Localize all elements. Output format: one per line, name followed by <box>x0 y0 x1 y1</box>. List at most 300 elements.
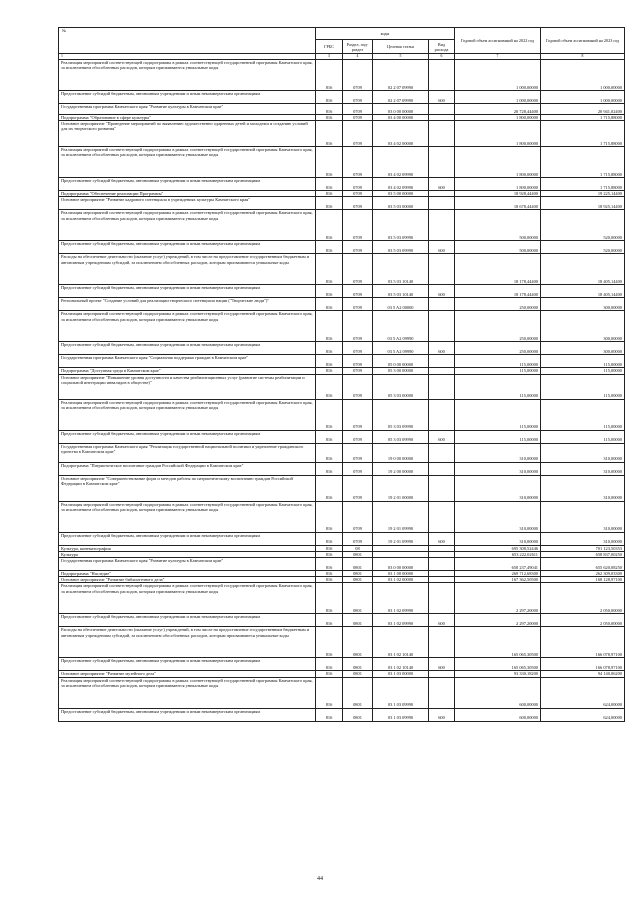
cell-amount-2023: 115,00000 <box>541 374 625 399</box>
cell-razdel: 0709 <box>343 254 373 285</box>
cell-amount-2023: 310,00000 <box>541 501 625 532</box>
cell-target-article: 19 2 01 09990 <box>373 532 429 545</box>
table-row <box>59 374 625 399</box>
cell-amount-2023: 1 715,88000 <box>541 121 625 147</box>
cell-expense-type: 600 <box>429 342 455 355</box>
cell-amount-2022: 2 297,20000 <box>455 583 541 614</box>
cell-amount-2022: 500,00000 <box>455 210 541 241</box>
cell-grbs: 816 <box>316 115 343 121</box>
cell-grbs: 816 <box>316 298 343 311</box>
cell-grbs: 816 <box>316 551 343 557</box>
cell-amount-2023: 168 128,97100 <box>541 577 625 583</box>
cell-expense-type <box>429 475 455 501</box>
cell-target-article: 02 2 07 09990 <box>373 91 429 104</box>
cell-target-article: 03 1 02 00000 <box>373 577 429 583</box>
cell-name: Предоставление субсидий бюджетным, автономным учреждениям и иным некоммерческим организациям <box>59 430 316 443</box>
cell-name: Основное мероприятие "Развитие музейного дела" <box>59 671 316 677</box>
cell-grbs: 816 <box>316 60 343 91</box>
cell-amount-2022: 600,00000 <box>455 708 541 721</box>
cell-target-article: 03 1 03 09990 <box>373 708 429 721</box>
cell-expense-type: 600 <box>429 178 455 191</box>
cell-amount-2022: 310,00000 <box>455 443 541 462</box>
cell-amount-2023: 2 050,00000 <box>541 583 625 614</box>
column-number: 5 <box>373 54 429 60</box>
cell-target-article: 19 2 01 00000 <box>373 475 429 501</box>
cell-name: Реализация мероприятий соответствующей подпрограммы в рамках соответствующей государственной программы Камчатского края, за исключением обособленных расходов, которым присваиваются уникальные коды <box>59 210 316 241</box>
column-number: 3 <box>316 54 343 60</box>
cell-amount-2022: 20 728,44400 <box>455 104 541 115</box>
cell-name: Основное мероприятие "Проведение мероприятий по выявлению художественно одаренных детей и молодежи и созданию условий для их творческого развития" <box>59 121 316 147</box>
cell-grbs: 816 <box>316 285 343 298</box>
table-row <box>59 60 625 91</box>
header-target-article: Целевая статья <box>373 40 429 54</box>
cell-grbs: 816 <box>316 658 343 671</box>
cell-name: Культура, кинематография <box>59 545 316 551</box>
table-row <box>59 462 625 475</box>
cell-amount-2022: 115,00000 <box>455 374 541 399</box>
cell-razdel: 0709 <box>343 342 373 355</box>
cell-target-article: 03 4 02 09990 <box>373 178 429 191</box>
cell-target-article: 03 5 A2 09990 <box>373 342 429 355</box>
cell-amount-2022: 1 000,00000 <box>455 60 541 91</box>
cell-razdel: 0709 <box>343 501 373 532</box>
cell-grbs: 816 <box>316 614 343 627</box>
cell-razdel: 0709 <box>343 115 373 121</box>
cell-name: Предоставление субсидий бюджетным, автономным учреждениям и иным некоммерческим организациям <box>59 178 316 191</box>
cell-amount-2022: 115,00000 <box>455 399 541 430</box>
cell-amount-2023: 624,00000 <box>541 708 625 721</box>
cell-expense-type: 600 <box>429 91 455 104</box>
cell-amount-2023: 166 078,97100 <box>541 658 625 671</box>
cell-expense-type <box>429 254 455 285</box>
cell-expense-type <box>429 583 455 614</box>
table-row <box>59 197 625 210</box>
cell-expense-type <box>429 677 455 708</box>
cell-amount-2022: 165 065,30500 <box>455 627 541 658</box>
page-number: 44 <box>317 876 323 882</box>
header-codes: коды <box>316 28 455 40</box>
cell-expense-type <box>429 210 455 241</box>
cell-amount-2023: 18 405,14400 <box>541 285 625 298</box>
cell-target-article: 02 2 07 09990 <box>373 60 429 91</box>
cell-grbs: 816 <box>316 532 343 545</box>
cell-name: Основное мероприятие "Повышение уровня доступности и качества реабилитационных услуг (развитие системы реабилитации и социальной интеграции инвалидов в обществе)" <box>59 374 316 399</box>
cell-target-article: 03 1 02 10140 <box>373 627 429 658</box>
cell-name: Основное мероприятие "Совершенствование форм и методов работы по патриотическому воспитанию граждан Российской Федерации в Камчатском крае" <box>59 475 316 501</box>
cell-amount-2023: 94 140,06200 <box>541 671 625 677</box>
cell-grbs: 816 <box>316 241 343 254</box>
cell-name: Реализация мероприятий соответствующей подпрограммы в рамках соответствующей государственной программы Камчатского края, за исключением обособленных расходов, которым присваиваются уникальные коды <box>59 311 316 342</box>
cell-amount-2023: 300,00000 <box>541 298 625 311</box>
cell-amount-2023: 300,00000 <box>541 311 625 342</box>
cell-amount-2022: 18 178,44400 <box>455 285 541 298</box>
cell-amount-2022: 250,00000 <box>455 311 541 342</box>
cell-razdel: 0801 <box>343 614 373 627</box>
cell-razdel: 0709 <box>343 355 373 368</box>
table-row <box>59 558 625 571</box>
cell-razdel: 0709 <box>343 462 373 475</box>
cell-razdel: 08 <box>343 545 373 551</box>
table-row <box>59 475 625 501</box>
table-row <box>59 583 625 614</box>
header-razdel: Раздел, под-раздел <box>343 40 373 54</box>
cell-amount-2023: 300,00000 <box>541 342 625 355</box>
cell-grbs: 816 <box>316 558 343 571</box>
cell-expense-type <box>429 60 455 91</box>
cell-grbs: 816 <box>316 178 343 191</box>
cell-grbs: 816 <box>316 583 343 614</box>
cell-target-article: 19 0 00 00000 <box>373 443 429 462</box>
cell-name: Реализация мероприятий соответствующей подпрограммы в рамках соответствующей государственной программы Камчатского края, за исключением обособленных расходов, которым присваиваются уникальные коды <box>59 677 316 708</box>
cell-amount-2022: 18 928,44400 <box>455 191 541 197</box>
cell-amount-2022: 1 800,00000 <box>455 147 541 178</box>
table-row <box>59 399 625 430</box>
cell-razdel: 0709 <box>343 210 373 241</box>
cell-amount-2022: 1 800,00000 <box>455 115 541 121</box>
cell-amount-2023: 310,00000 <box>541 443 625 462</box>
cell-target-article: 05 3 03 09990 <box>373 430 429 443</box>
table-row <box>59 91 625 104</box>
cell-amount-2023: 1 715,88000 <box>541 115 625 121</box>
cell-expense-type <box>429 298 455 311</box>
cell-expense-type <box>429 311 455 342</box>
cell-razdel: 0801 <box>343 671 373 677</box>
cell-razdel: 0801 <box>343 658 373 671</box>
cell-target-article: 19 2 01 09990 <box>373 501 429 532</box>
table-row <box>59 210 625 241</box>
table-row <box>59 121 625 147</box>
cell-target-article: 19 2 00 00000 <box>373 462 429 475</box>
cell-razdel: 0801 <box>343 558 373 571</box>
cell-razdel: 0801 <box>343 708 373 721</box>
cell-target-article: 03 1 03 00000 <box>373 671 429 677</box>
cell-amount-2023: 19 225,14400 <box>541 191 625 197</box>
table-row <box>59 285 625 298</box>
column-number: 7 <box>455 54 541 60</box>
cell-amount-2023: 20 941,02400 <box>541 104 625 115</box>
cell-razdel: 0709 <box>343 104 373 115</box>
header-row-1 <box>59 28 625 40</box>
cell-amount-2023: 520,00000 <box>541 210 625 241</box>
cell-expense-type <box>429 147 455 178</box>
cell-name: Предоставление субсидий бюджетным, автономным учреждениям и иным некоммерческим организациям <box>59 285 316 298</box>
cell-amount-2022: 695 308,52446 <box>455 545 541 551</box>
cell-amount-2022: 310,00000 <box>455 501 541 532</box>
cell-razdel: 0801 <box>343 571 373 577</box>
cell-name: Предоставление субсидий бюджетным, автономным учреждениям и иным некоммерческим организациям <box>59 708 316 721</box>
cell-expense-type <box>429 443 455 462</box>
cell-grbs: 816 <box>316 191 343 197</box>
cell-amount-2023: 115,00000 <box>541 399 625 430</box>
cell-razdel: 0709 <box>343 399 373 430</box>
table-row <box>59 532 625 545</box>
cell-name: Региональный проект "Создание условий для реализации творческого потенциала нации ("Творческие люди")" <box>59 298 316 311</box>
cell-name: Подпрограмма "Патриотическое воспитание граждан Российской Федерации в Камчатском крае" <box>59 462 316 475</box>
cell-amount-2023: 655 620,08250 <box>541 558 625 571</box>
cell-target-article: 03 1 02 10140 <box>373 658 429 671</box>
cell-target-article: 05 0 00 00000 <box>373 355 429 368</box>
cell-amount-2022: 500,00000 <box>455 241 541 254</box>
cell-name: Реализация мероприятий соответствующей подпрограммы в рамках соответствующей государственной программы Камчатского края, за исключением обособленных расходов, которым присваиваются уникальные коды <box>59 583 316 614</box>
table-row <box>59 298 625 311</box>
budget-table-sheet <box>58 27 624 722</box>
cell-amount-2022: 310,00000 <box>455 532 541 545</box>
cell-name: Подпрограмма "Обеспечение реализации Программы" <box>59 191 316 197</box>
table-row <box>59 355 625 368</box>
cell-razdel: 0709 <box>343 430 373 443</box>
cell-name: Предоставление субсидий бюджетным, автономным учреждениям и иным некоммерческим организациям <box>59 614 316 627</box>
cell-amount-2022: 115,00000 <box>455 430 541 443</box>
cell-razdel: 0801 <box>343 677 373 708</box>
cell-name: Реализация мероприятий соответствующей подпрограммы в рамках соответствующей государственной программы Камчатского края, за исключением обособленных расходов, которым присваиваются уникальные коды <box>59 501 316 532</box>
table-row <box>59 104 625 115</box>
cell-razdel: 0709 <box>343 298 373 311</box>
cell-name: Культура <box>59 551 316 557</box>
cell-grbs: 816 <box>316 311 343 342</box>
cell-razdel: 0709 <box>343 147 373 178</box>
cell-razdel: 0709 <box>343 197 373 210</box>
cell-target-article: 03 5 A2 09990 <box>373 311 429 342</box>
cell-amount-2023: 115,00000 <box>541 430 625 443</box>
cell-razdel: 0709 <box>343 285 373 298</box>
budget-table <box>58 27 625 722</box>
cell-amount-2022: 165 065,30500 <box>455 658 541 671</box>
cell-target-article: 05 3 00 00000 <box>373 368 429 374</box>
cell-amount-2022: 115,00000 <box>455 368 541 374</box>
cell-grbs: 816 <box>316 368 343 374</box>
cell-target-article: 05 3 03 00000 <box>373 374 429 399</box>
cell-target-article: 03 4 02 09990 <box>373 147 429 178</box>
cell-amount-2022: 250,00000 <box>455 342 541 355</box>
cell-target-article: 03 1 02 09990 <box>373 583 429 614</box>
cell-grbs: 816 <box>316 430 343 443</box>
cell-amount-2022: 115,00000 <box>455 355 541 368</box>
cell-amount-2023: 624,00000 <box>541 677 625 708</box>
cell-amount-2022: 18 678,44400 <box>455 197 541 210</box>
cell-amount-2023: 310,00000 <box>541 475 625 501</box>
column-number: 8 <box>541 54 625 60</box>
cell-amount-2022: 1 800,00000 <box>455 178 541 191</box>
cell-target-article: 03 1 00 00000 <box>373 571 429 577</box>
cell-grbs: 816 <box>316 545 343 551</box>
cell-razdel: 0709 <box>343 178 373 191</box>
cell-name: Предоставление субсидий бюджетным, автономным учреждениям и иным некоммерческим организациям <box>59 91 316 104</box>
cell-grbs: 816 <box>316 147 343 178</box>
cell-target-article: 03 5 03 09990 <box>373 241 429 254</box>
cell-name: Реализация мероприятий соответствующей подпрограммы в рамках соответствующей государственной программы Камчатского края, за исключением обособленных расходов, которым присваиваются уникальные коды <box>59 60 316 91</box>
cell-expense-type <box>429 197 455 210</box>
cell-razdel: 0709 <box>343 121 373 147</box>
cell-amount-2022: 167 362,50500 <box>455 577 541 583</box>
table-row <box>59 147 625 178</box>
cell-expense-type: 600 <box>429 430 455 443</box>
header-grbs: ГРБС <box>316 40 343 54</box>
cell-target-article: 03 5 A2 00000 <box>373 298 429 311</box>
cell-name: Подпрограмма "Доступная среда в Камчатском крае" <box>59 368 316 374</box>
cell-amount-2023: 18 405,14400 <box>541 254 625 285</box>
cell-amount-2022: 310,00000 <box>455 462 541 475</box>
cell-name: Подпрограмма "Наследие" <box>59 571 316 577</box>
cell-target-article: 03 0 00 00000 <box>373 558 429 571</box>
header-expense-type: Вид расхода <box>429 40 455 54</box>
cell-name: Реализация мероприятий соответствующей подпрограммы в рамках соответствующей государственной программы Камчатского края, за исключением обособленных расходов, которым присваиваются уникальные коды <box>59 147 316 178</box>
cell-grbs: 816 <box>316 210 343 241</box>
cell-amount-2022: 1 000,00000 <box>455 91 541 104</box>
cell-expense-type <box>429 558 455 571</box>
cell-amount-2023: 658 837,00250 <box>541 551 625 557</box>
cell-name: Государственная программа Камчатского края "Развитие культуры в Камчатском крае" <box>59 104 316 115</box>
cell-razdel: 0801 <box>343 577 373 583</box>
table-row <box>59 311 625 342</box>
cell-amount-2022: 653 222,02611 <box>455 551 541 557</box>
cell-name: Государственная программа Камчатского края "Социальная поддержка граждан в Камчатском крае" <box>59 355 316 368</box>
cell-expense-type <box>429 627 455 658</box>
cell-razdel: 0801 <box>343 583 373 614</box>
cell-name: Государственная программа Камчатского края "Реализация государственной национальной политики и укрепление гражданского единства в Камчатском крае" <box>59 443 316 462</box>
cell-name: Расходы на обеспечение деятельности (оказание услуг) учреждений, в том числе на предоставление государственным бюджетным и автономным учреждениям субсидий, за исключением обособленных расходов, которым присваиваются уникальные коды <box>59 254 316 285</box>
cell-grbs: 816 <box>316 501 343 532</box>
cell-expense-type: 600 <box>429 658 455 671</box>
cell-grbs: 816 <box>316 577 343 583</box>
cell-target-article: 03 5 03 09990 <box>373 210 429 241</box>
cell-grbs: 816 <box>316 254 343 285</box>
cell-expense-type: 600 <box>429 708 455 721</box>
cell-grbs: 816 <box>316 462 343 475</box>
cell-razdel: 0709 <box>343 241 373 254</box>
cell-target-article: 03 5 03 10140 <box>373 254 429 285</box>
cell-amount-2022: 600,00000 <box>455 677 541 708</box>
cell-razdel: 0709 <box>343 532 373 545</box>
cell-razdel: 0709 <box>343 443 373 462</box>
cell-razdel: 0801 <box>343 551 373 557</box>
cell-expense-type <box>429 104 455 115</box>
header-year-2022: Годовой объем ассигнований на 2022 год <box>455 28 541 54</box>
cell-grbs: 816 <box>316 121 343 147</box>
cell-razdel: 0709 <box>343 60 373 91</box>
table-row <box>59 178 625 191</box>
cell-target-article: 03 5 03 00000 <box>373 197 429 210</box>
cell-grbs: 816 <box>316 355 343 368</box>
cell-expense-type: 600 <box>429 532 455 545</box>
column-number: 6 <box>429 54 455 60</box>
cell-amount-2023: 1 715,88000 <box>541 178 625 191</box>
budget-table-body <box>59 54 625 722</box>
table-row <box>59 443 625 462</box>
cell-amount-2023: 115,00000 <box>541 355 625 368</box>
cell-grbs: 816 <box>316 708 343 721</box>
cell-grbs: 816 <box>316 443 343 462</box>
cell-amount-2023: 1 000,00000 <box>541 91 625 104</box>
cell-razdel: 0709 <box>343 311 373 342</box>
cell-amount-2023: 166 078,97100 <box>541 627 625 658</box>
cell-amount-2023: 310,00000 <box>541 532 625 545</box>
cell-grbs: 816 <box>316 571 343 577</box>
cell-name: Реализация мероприятий соответствующей подпрограммы в рамках соответствующей государственной программы Камчатского края, за исключением обособленных расходов, которым присваиваются уникальные коды <box>59 399 316 430</box>
cell-name: Основное мероприятие "Развитие библиотечного дела" <box>59 577 316 583</box>
header-year-2023: Годовой объем ассигнований на 2023 год <box>541 28 625 54</box>
cell-razdel: 0709 <box>343 91 373 104</box>
cell-grbs: 816 <box>316 374 343 399</box>
column-number: 1 <box>59 54 316 60</box>
table-row <box>59 254 625 285</box>
cell-name: Предоставление субсидий бюджетным, автономным учреждениям и иным некоммерческим организациям <box>59 342 316 355</box>
cell-grbs: 816 <box>316 399 343 430</box>
cell-razdel: 0709 <box>343 368 373 374</box>
header-no: № <box>59 28 316 54</box>
cell-target-article: 03 5 00 00000 <box>373 191 429 197</box>
table-row <box>59 677 625 708</box>
cell-grbs: 816 <box>316 91 343 104</box>
cell-expense-type <box>429 121 455 147</box>
cell-amount-2022: 250,00000 <box>455 298 541 311</box>
cell-amount-2023: 262 309,03300 <box>541 571 625 577</box>
cell-name: Предоставление субсидий бюджетным, автономным учреждениям и иным некоммерческим организациям <box>59 241 316 254</box>
cell-amount-2022: 269 712,68300 <box>455 571 541 577</box>
cell-amount-2023: 1 000,00000 <box>541 60 625 91</box>
cell-name: Расходы на обеспечение деятельности (оказание услуг) учреждений, в том числе на предоставление государственным бюджетным и автономным учреждениям субсидий, за исключением обособленных расходов, которым присваиваются уникальные коды <box>59 627 316 658</box>
cell-amount-2022: 18 178,44400 <box>455 254 541 285</box>
cell-expense-type: 600 <box>429 241 455 254</box>
cell-razdel: 0709 <box>343 475 373 501</box>
cell-amount-2022: 93 330,18200 <box>455 671 541 677</box>
cell-razdel: 0709 <box>343 374 373 399</box>
cell-amount-2022: 650 237,49041 <box>455 558 541 571</box>
cell-expense-type: 600 <box>429 285 455 298</box>
cell-name: Государственная программа Камчатского края "Развитие культуры в Камчатском крае" <box>59 558 316 571</box>
table-row <box>59 501 625 532</box>
cell-target-article: 03 4 00 00000 <box>373 115 429 121</box>
table-row <box>59 241 625 254</box>
cell-grbs: 816 <box>316 104 343 115</box>
cell-grbs: 816 <box>316 677 343 708</box>
cell-amount-2022: 310,00000 <box>455 475 541 501</box>
cell-expense-type <box>429 462 455 475</box>
cell-target-article: 03 1 02 09990 <box>373 614 429 627</box>
cell-name: Основное мероприятие "Развитие кадрового потенциала в учреждениях культуры Камчатского края" <box>59 197 316 210</box>
cell-amount-2023: 310,00000 <box>541 462 625 475</box>
cell-name: Предоставление субсидий бюджетным, автономным учреждениям и иным некоммерческим организациям <box>59 532 316 545</box>
cell-grbs: 816 <box>316 627 343 658</box>
cell-target-article: 03 4 02 00000 <box>373 121 429 147</box>
cell-amount-2022: 1 800,00000 <box>455 121 541 147</box>
cell-amount-2023: 520,00000 <box>541 241 625 254</box>
cell-amount-2023: 2 050,00000 <box>541 614 625 627</box>
table-row <box>59 342 625 355</box>
cell-expense-type: 600 <box>429 614 455 627</box>
table-row <box>59 658 625 671</box>
cell-amount-2023: 701 123,50353 <box>541 545 625 551</box>
cell-name: Предоставление субсидий бюджетным, автономным учреждениям и иным некоммерческим организациям <box>59 658 316 671</box>
cell-expense-type <box>429 355 455 368</box>
cell-amount-2022: 2 297,20000 <box>455 614 541 627</box>
cell-target-article: 03 1 03 09990 <box>373 677 429 708</box>
cell-grbs: 816 <box>316 671 343 677</box>
table-row <box>59 708 625 721</box>
table-row <box>59 614 625 627</box>
cell-grbs: 816 <box>316 197 343 210</box>
cell-expense-type <box>429 374 455 399</box>
cell-grbs: 816 <box>316 342 343 355</box>
column-number: 4 <box>343 54 373 60</box>
cell-target-article: 03 0 00 00000 <box>373 104 429 115</box>
cell-razdel: 0801 <box>343 627 373 658</box>
cell-expense-type <box>429 399 455 430</box>
cell-target-article: 03 5 03 10140 <box>373 285 429 298</box>
cell-grbs: 816 <box>316 475 343 501</box>
cell-target-article: 05 3 03 09990 <box>373 399 429 430</box>
table-row <box>59 627 625 658</box>
cell-razdel: 0709 <box>343 191 373 197</box>
